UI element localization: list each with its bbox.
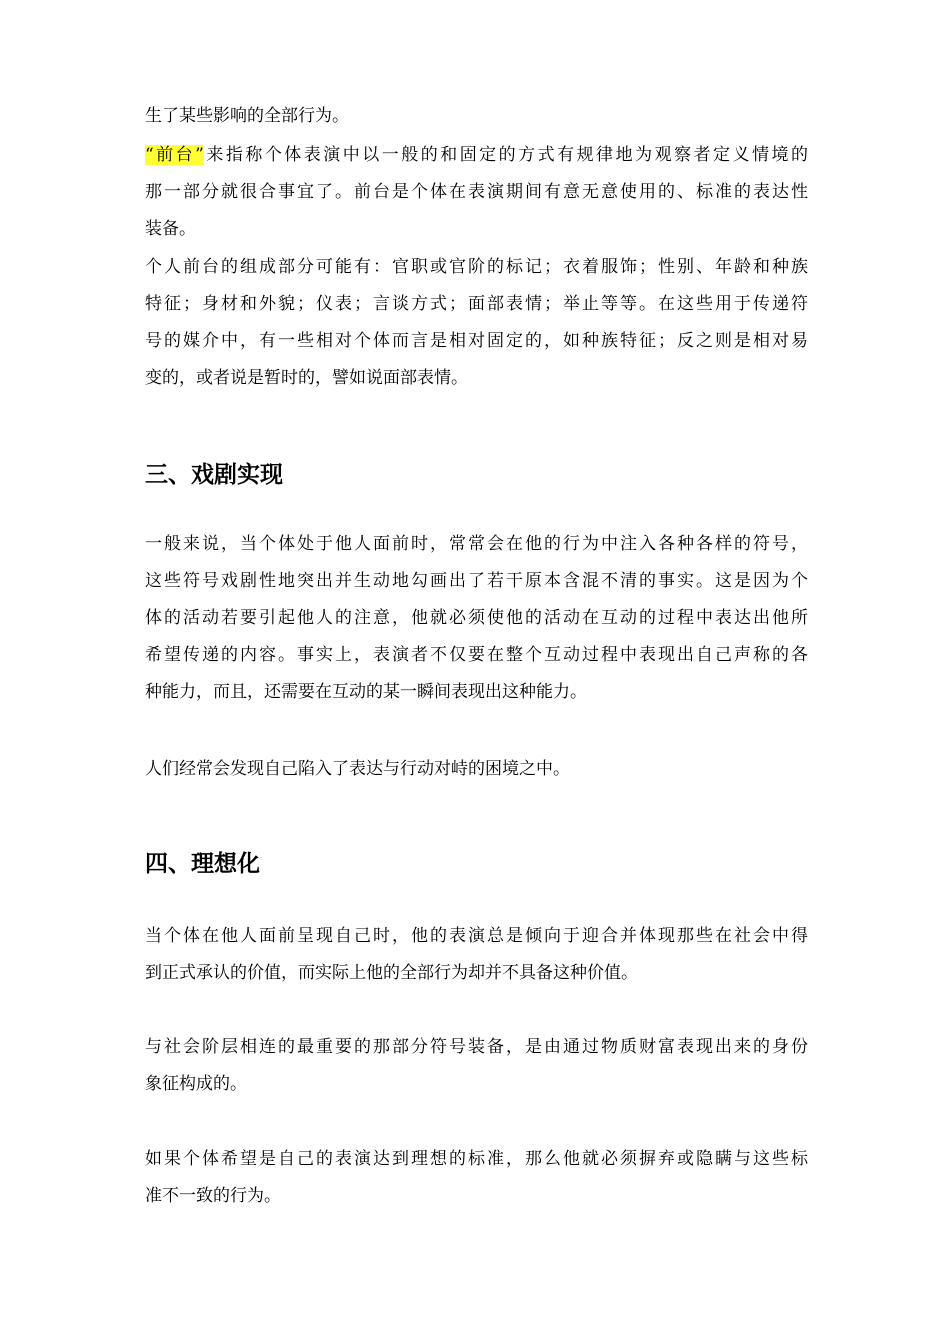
text-line: 如果个体希望是自己的表演达到理想的标准，那么他就必须摒弃或隐瞒与这些标 xyxy=(145,1149,808,1169)
text-line: 号的媒介中，有一些相对个体而言是相对固定的，如种族特征；反之则是相对易 xyxy=(145,331,808,351)
text-line: 到正式承认的价值，而实际上他的全部行为却并不具备这种价值。 xyxy=(145,963,638,983)
text-line: 准不一致的行为。 xyxy=(145,1186,281,1206)
text-line: 与社会阶层相连的最重要的那部分符号装备，是由通过物质财富表现出来的身份 xyxy=(145,1037,808,1057)
text-line: 变的，或者说是暂时的，譬如说面部表情。 xyxy=(145,368,468,388)
highlighted-term: “前台” xyxy=(145,145,204,165)
text-line: 装备。 xyxy=(145,219,196,239)
text-line: 体的活动若要引起他人的注意，他就必须使他的活动在互动的过程中表达出他所 xyxy=(145,608,808,628)
text-span: 来指称个体表演中以一般的和固定的方式有规律地为观察者定义情境的 xyxy=(203,145,809,165)
text-line: 生了某些影响的全部行为。 xyxy=(145,106,349,126)
section-heading: 三、戏剧实现 xyxy=(145,462,283,488)
text-line: 个人前台的组成部分可能有：官职或官阶的标记；衣着服饰；性别、年龄和种族 xyxy=(145,257,808,277)
text-line: 一般来说，当个体处于他人面前时，常常会在他的行为中注入各种各样的符号， xyxy=(145,534,808,554)
text-line: 这些符号戏剧性地突出并生动地勾画出了若干原本含混不清的事实。这是因为个 xyxy=(145,571,808,591)
text-line: 当个体在他人面前呈现自己时，他的表演总是倾向于迎合并体现那些在社会中得 xyxy=(145,926,808,946)
text-line: 种能力，而且，还需要在互动的某一瞬间表现出这种能力。 xyxy=(145,682,587,702)
section-heading: 四、理想化 xyxy=(145,851,260,877)
text-line: 特征；身材和外貌；仪表；言谈方式；面部表情；举止等等。在这些用于传递符 xyxy=(145,294,808,314)
text-line: 人们经常会发现自己陷入了表达与行动对峙的困境之中。 xyxy=(145,759,570,779)
text-line: 象征构成的。 xyxy=(145,1074,247,1094)
text-line: 那一部分就很合事宜了。前台是个体在表演期间有意无意使用的、标准的表达性 xyxy=(145,182,808,202)
text-line xyxy=(145,143,808,167)
text-line: 希望传递的内容。事实上，表演者不仅要在整个互动过程中表现出自己声称的各 xyxy=(145,645,808,665)
